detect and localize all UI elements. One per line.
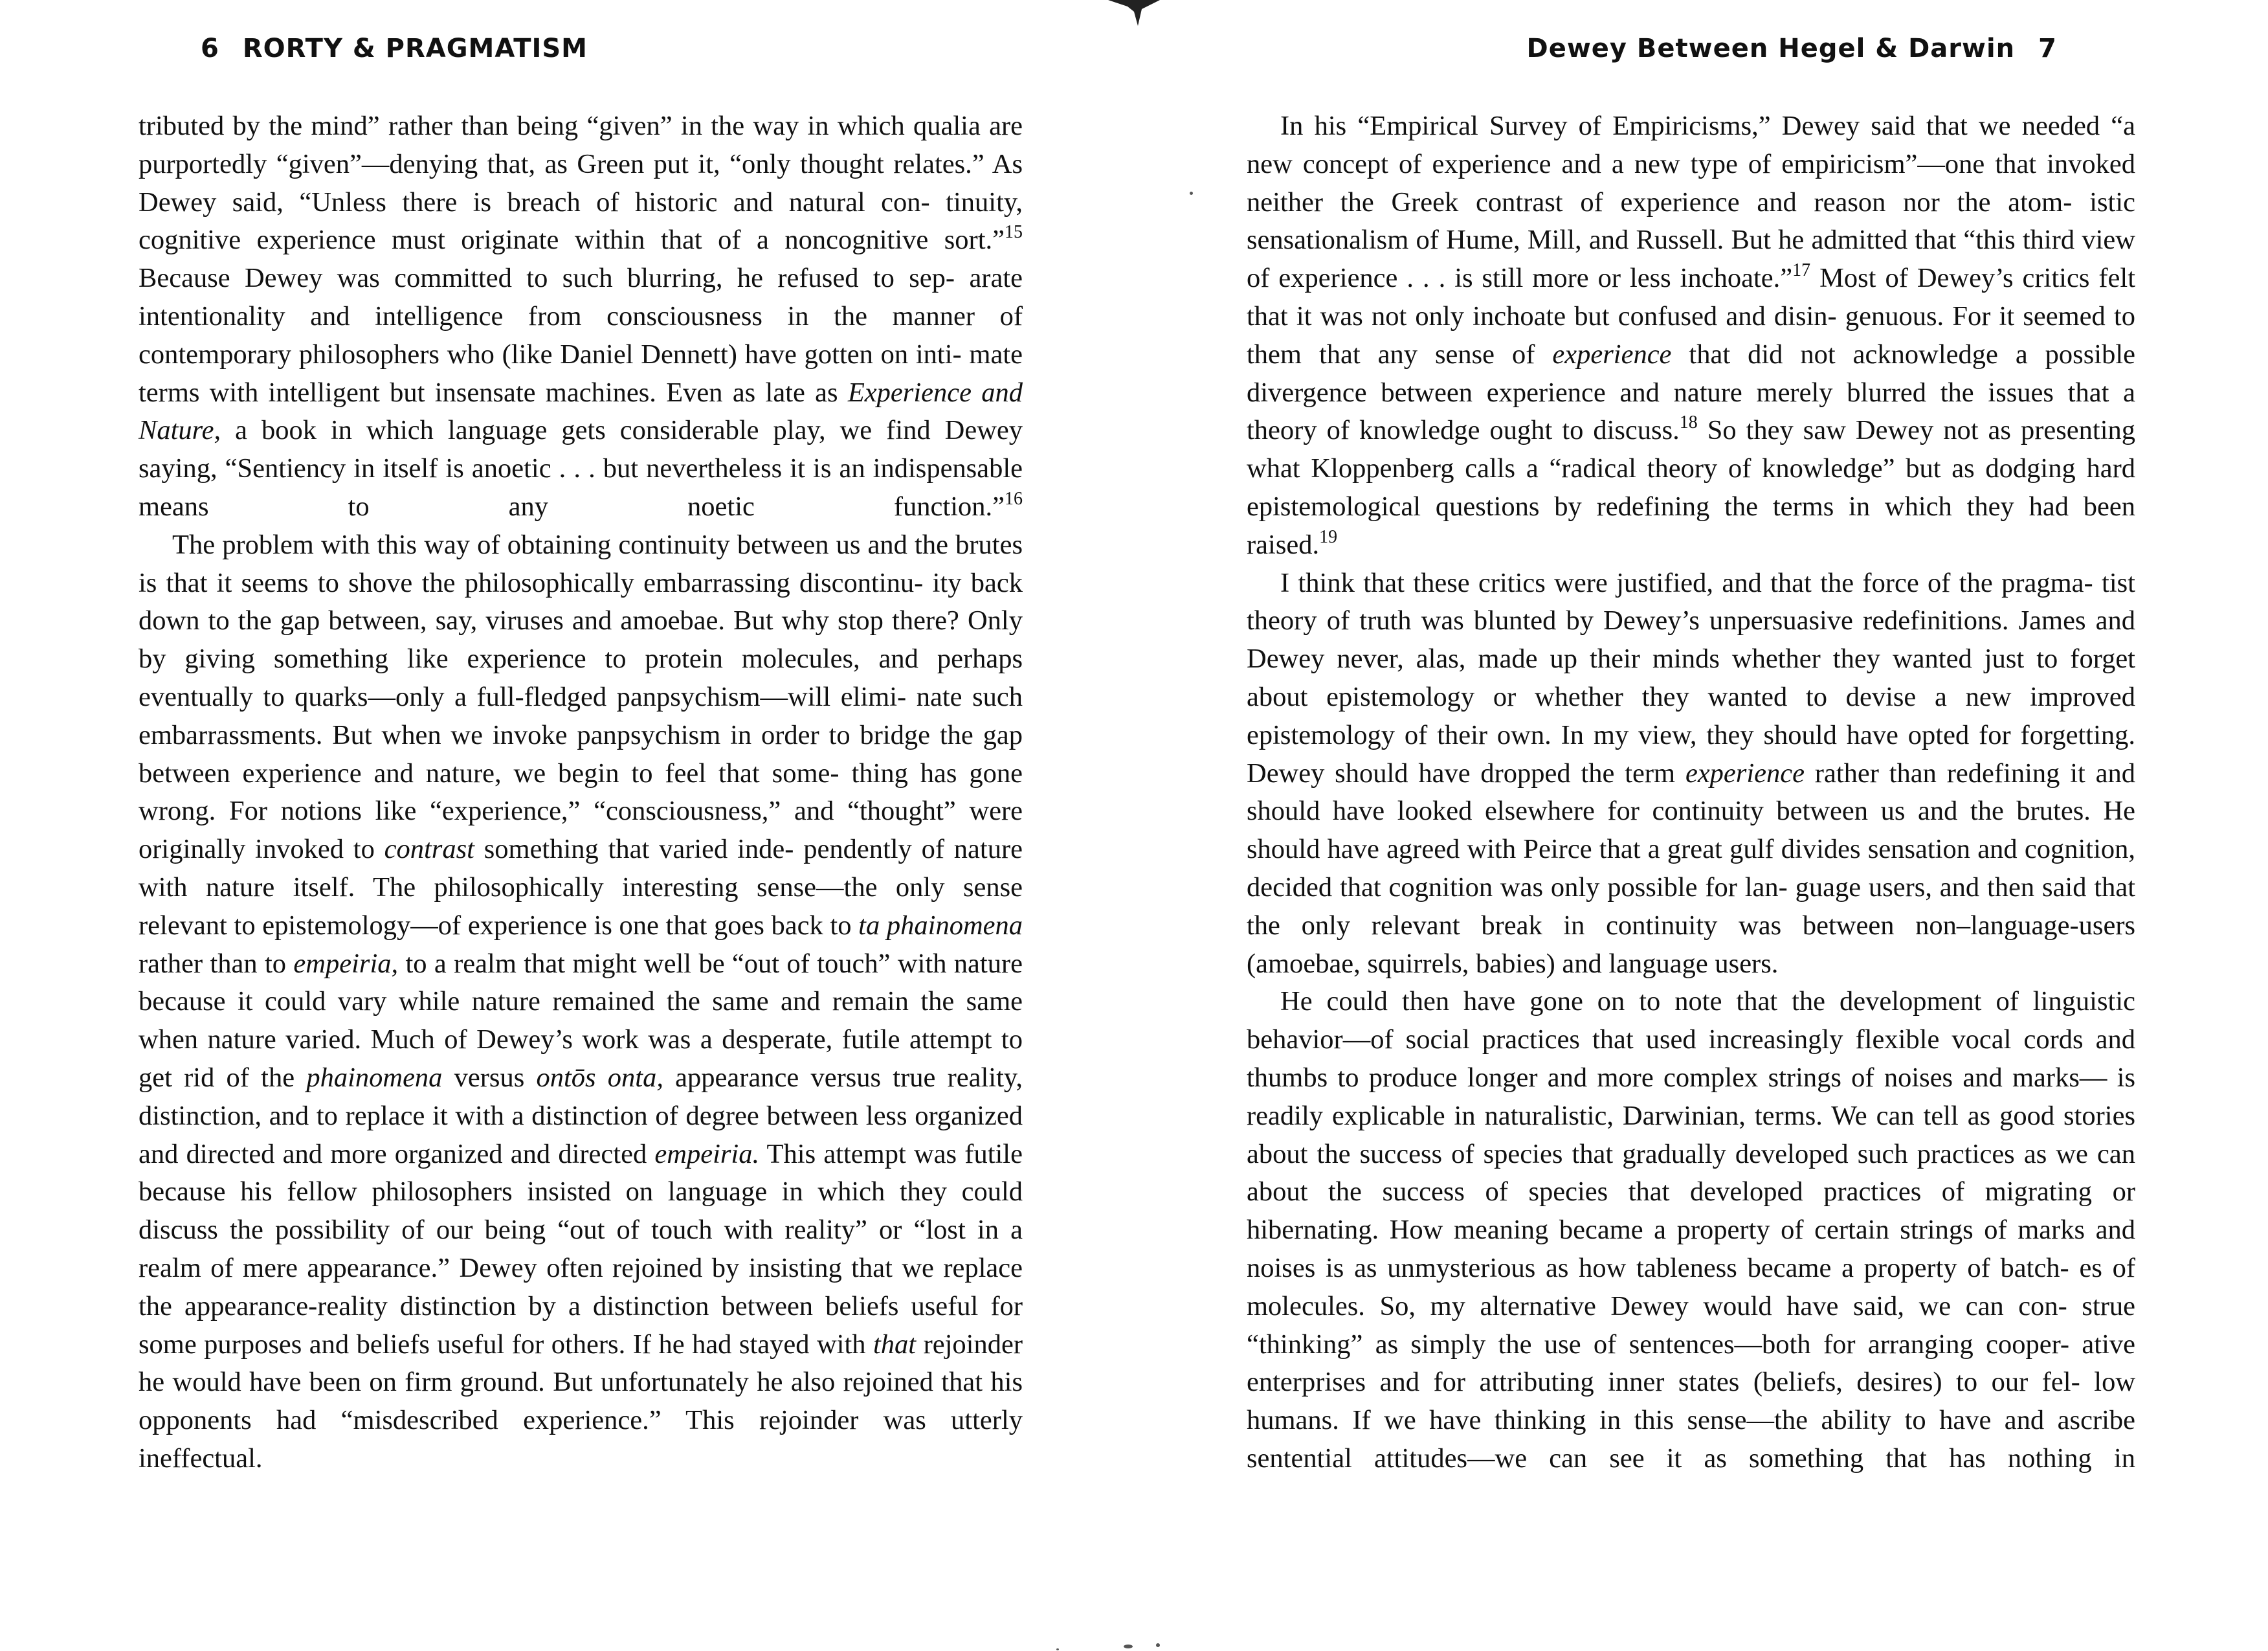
paragraph bbox=[1247, 565, 2135, 983]
text-line: Dewey’s work was a desperate, futile attempt to get rid of the bbox=[139, 1024, 1023, 1093]
running-head-title: RORTY & PRAGMATISM bbox=[242, 34, 588, 63]
text-line: low humans. If we have thinking in this sense—the ability to have and bbox=[1247, 1367, 2136, 1436]
text-line: saw Dewey not as presenting what Kloppenberg calls a “radical theory of bbox=[1247, 415, 2135, 484]
text-line: perhaps eventually to quarks—only a full-fledged panpsychism—will elimi- bbox=[139, 644, 1023, 712]
paragraph bbox=[1247, 107, 2135, 565]
text-line: tributed by the mind” rather than being “given” in the way in which qualia bbox=[139, 111, 981, 141]
text-line: sort.” bbox=[944, 225, 1005, 256]
text-line: acknowledge a possible divergence between experience and nature merely bbox=[1247, 339, 2135, 408]
italic-term: empeiria, bbox=[293, 948, 399, 979]
text-line: well be “out of touch” with nature because it could vary while nature bbox=[139, 948, 1023, 1017]
text-line: remained the same and remain the same when nature varied. Much of bbox=[139, 986, 1023, 1055]
text-line: tinuity, cognitive experience must originate within that of a noncognitive bbox=[139, 186, 1023, 256]
text-line: sensation and cognition, decided that cognition was only possible for lan- bbox=[1247, 834, 2136, 903]
italic-term: ta phainomena bbox=[858, 910, 1023, 941]
italic-term: experience bbox=[1552, 339, 1672, 370]
text-line: strue “thinking” as simply the use of sentences—both for arranging cooper- bbox=[1247, 1290, 2136, 1360]
text-line: stories about the success of species that gradually developed such practices bbox=[1247, 1100, 2136, 1169]
text-line: as we can about the success of species that developed practices of migrating bbox=[1247, 1138, 2136, 1207]
text-line: istic sensationalism of Hume, Mill, and Russell. But he admitted that “this bbox=[1247, 186, 2136, 256]
italic-term: ontōs onta, bbox=[536, 1062, 663, 1093]
text-line: mate terms with intelligent but insensate machines. Even as late as bbox=[139, 339, 1023, 408]
text-line: rather than bbox=[1804, 758, 1937, 789]
italic-term: experience bbox=[1685, 758, 1805, 789]
text-line: ity back down to the gap between, say, viruses and amoebae. But why stop bbox=[139, 567, 1023, 636]
running-head-left bbox=[201, 34, 588, 63]
text-line: So they bbox=[1697, 415, 1794, 446]
text-line: something that varied inde- bbox=[474, 834, 794, 865]
text-line: for forgetting. Dewey should have dropped the term bbox=[1247, 719, 2136, 789]
text-line: that did not bbox=[1671, 339, 1836, 370]
text-line: genuous. For it seemed to them that any sense of bbox=[1247, 300, 2135, 370]
text-line: to a realm that might bbox=[398, 948, 637, 979]
text-line: “thought” were originally invoked to bbox=[139, 796, 1023, 865]
text-line: redefining it and should have looked elsewhere for continuity between us bbox=[1247, 758, 2136, 827]
italic-term: contrast bbox=[384, 834, 474, 865]
running-head-right bbox=[1527, 34, 2057, 63]
text-line: it with a distinction of degree between less organized and directed and bbox=[139, 1100, 1023, 1169]
text-line: there? Only by giving something like experience to protein molecules, and bbox=[139, 605, 1023, 675]
text-line: goes back to bbox=[713, 910, 859, 941]
text-line: guage users, and then said that the only relevant break in continuity was bbox=[1247, 871, 2136, 941]
running-head-title: Dewey Between Hegel & Darwin bbox=[1526, 34, 2016, 63]
text-line: appearance-reality distinction by a distinction between beliefs useful for bbox=[184, 1290, 1023, 1321]
text-line: is readily explicable in naturalistic, Darwinian, terms. We can tell as good bbox=[1247, 1062, 2136, 1131]
text-line: improved epistemology of their own. In my view, they should have opted bbox=[1247, 681, 2136, 750]
book-title: Experience and Nature, bbox=[139, 377, 1023, 446]
text-line: bridge the gap between experience and nature, we begin to feel that some- bbox=[139, 719, 1023, 789]
text-line: In his “Empirical Survey of Empiricisms,” Dewey said that we needed “a bbox=[1280, 111, 2135, 141]
footnote-ref: 15 bbox=[1005, 222, 1023, 243]
text-line: third view of experience . . . is still more or less inchoate.” bbox=[1247, 225, 2135, 294]
italic-term: phainomena bbox=[306, 1062, 443, 1093]
text-line: rather than to bbox=[139, 948, 294, 979]
text-line: versus bbox=[454, 1062, 537, 1093]
text-line: ascribe sentential attitudes—we can see it as something that has nothing in bbox=[1247, 1405, 2136, 1474]
text-line: James and Dewey never, alas, made up their minds whether they wanted bbox=[1247, 605, 2136, 675]
text-line: relates.” As Dewey said, “Unless there is breach of historic and natural con- bbox=[139, 148, 1023, 218]
text-line: ative enterprises and for attributing inner states (beliefs, desires) to our fel- bbox=[1247, 1329, 2135, 1398]
footnote-ref: 18 bbox=[1679, 412, 1698, 433]
text-line: es of molecules. So, my alternative Dewey would have said, we can con- bbox=[1247, 1252, 2136, 1321]
text-line: rejoined that his opponents had “misdescribed experience.” This rejoinder bbox=[139, 1367, 1023, 1436]
footnote-ref: 16 bbox=[1005, 488, 1023, 509]
paragraph bbox=[1247, 983, 2135, 1477]
text-line: more organized and directed bbox=[330, 1138, 655, 1169]
text-line: or hibernating. How meaning became a property of certain strings of marks bbox=[1247, 1176, 2135, 1246]
text-line: contemporary philosophers who (like Daniel Dennett) have gotten on inti- bbox=[139, 339, 962, 370]
italic-term: that bbox=[873, 1329, 917, 1360]
text-line: new concept of experience and a new type of empiricism”—one that bbox=[1247, 148, 2037, 179]
text-line: Because Dewey was committed to such blurring, he refused to sep- bbox=[139, 263, 955, 294]
text-line: He could then have gone on to note that the development of linguistic bbox=[1280, 986, 2135, 1017]
text-line: are purportedly “given”—denying that, as Green put it, “only thought bbox=[139, 111, 1023, 179]
text-line: we find Dewey saying, “Sentiency in itself is anoetic . . . but nevertheless it bbox=[139, 415, 1023, 484]
text-line: Dewey’s critics felt that it was not only inchoate but confused and disin- bbox=[1247, 263, 2135, 331]
italic-term: empeiria. bbox=[654, 1138, 760, 1169]
text-line: mere appearance.” Dewey often rejoined by insisting that we replace the bbox=[139, 1252, 1023, 1321]
text-line: the terms in which they had been raised. bbox=[1247, 491, 2136, 560]
paragraph bbox=[139, 107, 1023, 526]
right-page bbox=[1134, 0, 2268, 1651]
text-line: possibility of our being “out of touch with reality” or “lost in a realm of bbox=[139, 1215, 1023, 1283]
text-line: pendently of nature with nature itself. The philosophically interesting bbox=[139, 834, 1023, 903]
paragraph bbox=[139, 526, 1023, 1478]
text-line: and noises is as unmysterious as how tableness became a property of batch- bbox=[1247, 1215, 2136, 1283]
text-line: was utterly ineffectual. bbox=[139, 1405, 1023, 1474]
text-line: knowledge” but as dodging hard epistemological questions by redefining bbox=[1247, 453, 2135, 522]
text-line: blurred the issues that a theory of knowledge ought to discuss. bbox=[1247, 377, 2136, 446]
text-line: appearance versus true reality, distinction, and to replace bbox=[139, 1062, 1023, 1131]
text-line: users. bbox=[1715, 948, 1779, 979]
text-line: This attempt was futile because his bbox=[139, 1138, 1023, 1207]
text-line: thumbs to produce longer and more complex strings of noises and marks— bbox=[1247, 1062, 2107, 1093]
text-line: is an indispensable means to any noetic function.” bbox=[139, 453, 1023, 522]
text-line: I think that these critics were justified, and that the force of the pragma- bbox=[1280, 567, 2093, 598]
body-text bbox=[139, 107, 1023, 1478]
text-line: rejoinder he would have been on firm ground. But unfortunately he also bbox=[139, 1329, 1023, 1398]
text-line: fellow philosophers insisted on language in which they could discuss the bbox=[139, 1176, 1023, 1246]
text-line: a book in which language gets considerable play, bbox=[221, 415, 826, 446]
text-line: nate such embarrassments. But when we invoke panpsychism in order to bbox=[139, 681, 1023, 750]
page-number: 6 bbox=[201, 34, 219, 63]
text-line: brutes is that it seems to shove the philosophically embarrassing discontinu- bbox=[139, 529, 1023, 598]
page-number: 7 bbox=[2038, 34, 2057, 63]
text-line: sense—the only sense relevant to epistemology—of experience is one that bbox=[139, 871, 1023, 941]
text-line: invoked neither the Greek contrast of experience and reason nor the atom- bbox=[1247, 148, 2135, 218]
footnote-ref: 17 bbox=[1792, 260, 1811, 281]
text-line: arate intentionality and intelligence from consciousness in the manner of bbox=[139, 263, 1023, 331]
text-line: just to forget about epistemology or whether they wanted to devise a new bbox=[1247, 644, 2135, 712]
footnote-ref: 19 bbox=[1319, 526, 1338, 547]
text-line: and the brutes. He should have agreed with Peirce that a great gulf divides bbox=[1247, 796, 2135, 865]
body-text bbox=[1247, 107, 2135, 1478]
text-line: thing has gone wrong. For notions like “experience,” “consciousness,” and bbox=[139, 758, 1023, 827]
text-line: tist theory of truth was blunted by Dewey’s unpersuasive redefinitions. bbox=[1247, 567, 2135, 636]
text-line: Most of bbox=[1810, 263, 1908, 294]
text-line: some purposes and beliefs useful for others. If he had stayed with bbox=[139, 1329, 873, 1360]
text-line: behavior—of social practices that used increasingly flexible vocal cords and bbox=[1247, 1024, 2135, 1055]
text-line: The problem with this way of obtaining continuity between us and the bbox=[172, 529, 948, 560]
text-line: between non–language-users (amoebae, squirrels, babies) and language bbox=[1247, 910, 2136, 979]
